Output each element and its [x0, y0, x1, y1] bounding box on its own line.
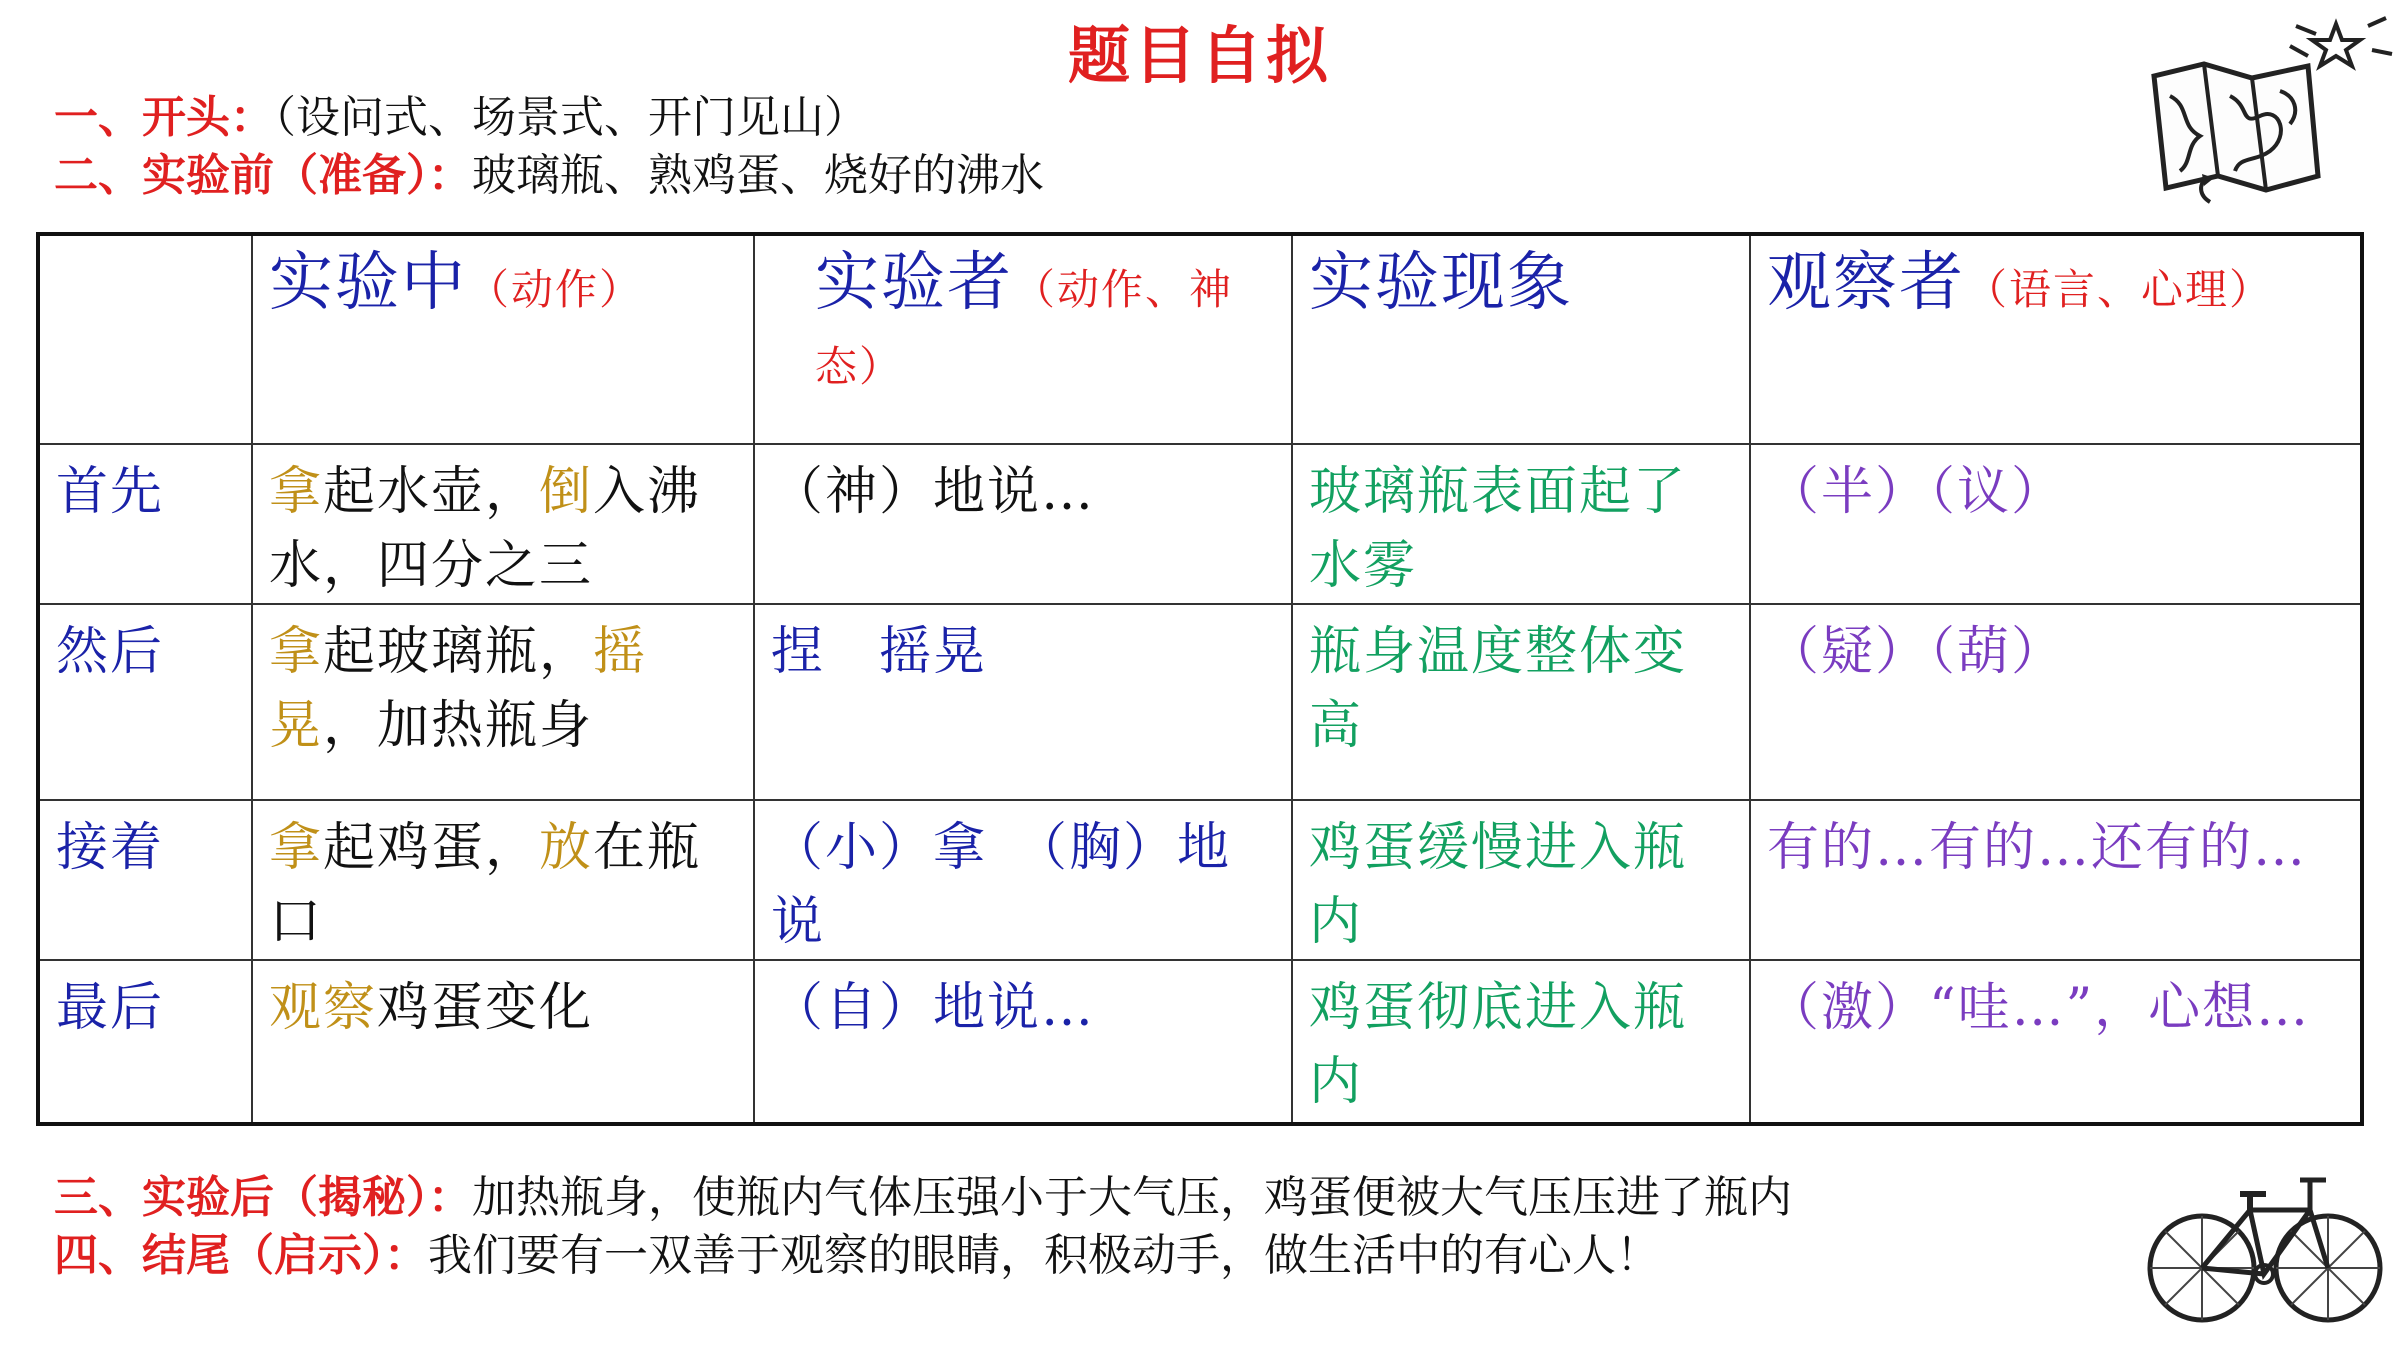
experimenter-text: （小）拿 （胸）地说: [771, 818, 1232, 952]
outro-line-ending: [54, 1226, 1660, 1286]
outro-reveal-label: 三、实验后（揭秘）：: [54, 1172, 472, 1223]
intro-preparation-label: 二、实验前（准备）：: [54, 150, 472, 201]
cell-action: [252, 604, 754, 800]
action-text: 起鸡蛋，: [323, 818, 540, 878]
experiment-table: [36, 232, 2364, 1126]
header-observer-title: 观察者: [1767, 246, 1965, 320]
cell-experimenter: [754, 800, 1292, 960]
experimenter-text: （自）地说…: [771, 978, 1096, 1038]
intro-opening-text: （设问式、场景式、开门见山）: [274, 92, 868, 143]
row-label: 首先: [38, 444, 252, 604]
bicycle-icon: [2140, 1150, 2390, 1340]
action-text: 放: [539, 818, 594, 878]
header-cell-phenomenon: [1292, 234, 1750, 444]
phenomenon-text: 鸡蛋缓慢进入瓶内: [1309, 818, 1688, 952]
outro-line-reveal: [54, 1168, 1792, 1228]
cell-action: [252, 444, 754, 604]
intro-preparation-text: 玻璃瓶、熟鸡蛋、烧好的沸水: [472, 150, 1044, 201]
action-text: 入沸水，四分之三: [269, 462, 702, 596]
table-row: [38, 444, 2362, 604]
row-label: 接着: [38, 800, 252, 960]
action-text: 倒: [539, 462, 594, 522]
cell-phenomenon: [1292, 960, 1750, 1124]
action-text: 摇晃: [269, 622, 648, 756]
cell-observer: [1750, 444, 2362, 604]
map-icon: [2140, 6, 2400, 216]
header-observer-sub: （语言、心理）: [1965, 265, 2274, 314]
phenomenon-text: 鸡蛋彻底进入瓶内: [1309, 978, 1688, 1112]
header-action-sub: （动作）: [467, 265, 644, 314]
intro-line-preparation: [54, 146, 1044, 206]
cell-phenomenon: [1292, 800, 1750, 960]
star-icon: [2312, 24, 2360, 66]
observer-text: （半）（议）: [1767, 462, 2066, 522]
action-text: 拿: [269, 462, 324, 522]
cell-phenomenon: [1292, 604, 1750, 800]
action-text: 起玻璃瓶，: [323, 622, 594, 682]
outro-ending-label: 四、结尾（启示）：: [54, 1230, 428, 1281]
table-header-row: [38, 234, 2362, 444]
action-text: 观察: [269, 978, 378, 1038]
table-row: [38, 800, 2362, 960]
action-text: 起水壶，: [323, 462, 540, 522]
cell-observer: [1750, 800, 2362, 960]
action-text: ，加热瓶身: [323, 696, 594, 756]
header-cell-action: [252, 234, 754, 444]
cell-experimenter: [754, 960, 1292, 1124]
intro-opening-label: 一、开头：: [54, 92, 274, 143]
cell-experimenter: [754, 604, 1292, 800]
experimenter-text: 捏 摇晃: [771, 622, 988, 682]
observer-text: （疑）（葫）: [1767, 622, 2066, 682]
page-title: 题目自拟: [1067, 19, 1332, 92]
cell-experimenter: [754, 444, 1292, 604]
header-action-title: 实验中: [269, 246, 467, 320]
action-text: 拿: [269, 818, 324, 878]
cell-action: [252, 960, 754, 1124]
action-text: 在瓶口: [269, 818, 702, 952]
cell-observer: [1750, 960, 2362, 1124]
observer-text: （激）“哇…”，心想…: [1767, 978, 2311, 1038]
header-cell-empty: [38, 234, 252, 444]
header-phenomenon-title: 实验现象: [1309, 246, 1573, 320]
header-experimenter-sub: （动作、神态）: [815, 265, 1234, 391]
action-text: 鸡蛋变化: [377, 978, 594, 1038]
experimenter-text: （神）地说…: [771, 462, 1096, 522]
cell-observer: [1750, 604, 2362, 800]
header-cell-experimenter: [754, 234, 1292, 444]
phenomenon-text: 瓶身温度整体变高: [1309, 622, 1688, 756]
row-label: 然后: [38, 604, 252, 800]
header-cell-observer: [1750, 234, 2362, 444]
action-text: 拿: [269, 622, 324, 682]
table-row: [38, 604, 2362, 800]
row-label: 最后: [38, 960, 252, 1124]
outro-reveal-text: 加热瓶身，使瓶内气体压强小于大气压，鸡蛋便被大气压压进了瓶内: [472, 1172, 1792, 1223]
cell-phenomenon: [1292, 444, 1750, 604]
outro-ending-text: 我们要有一双善于观察的眼睛，积极动手，做生活中的有心人！: [428, 1230, 1660, 1281]
header-experimenter-title: 实验者: [815, 246, 1013, 320]
phenomenon-text: 玻璃瓶表面起了水雾: [1309, 462, 1688, 596]
observer-text: 有的…有的…还有的…: [1767, 818, 2308, 878]
intro-line-opening: [54, 88, 868, 148]
table-row: [38, 960, 2362, 1124]
cell-action: [252, 800, 754, 960]
